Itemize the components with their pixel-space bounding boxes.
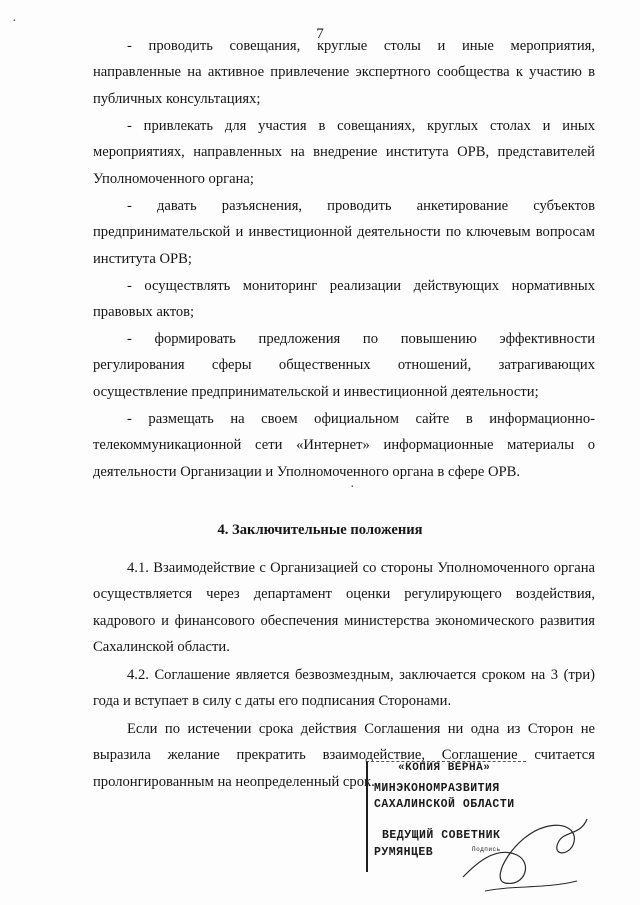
section-heading: 4. Заключительные положения — [217, 522, 423, 538]
stamp-position: ВЕДУЩИЙ СОВЕТНИК — [382, 829, 501, 842]
list-item: - формировать предложения по повышению эффективности регулирования сферы общественных отношений, затрагивающих осуществление предпринимательской и инвестиционной деятельности; — [93, 330, 595, 400]
page-number: 7 — [316, 26, 324, 42]
scan-dot: · — [12, 14, 17, 29]
stamp-signature-label: Подпись — [472, 846, 501, 853]
list-item: - проводить совещания, круглые столы и иные мероприятия, направленные на активное привлечение экспертного сообщества к участию в публичных консультациях; — [93, 37, 595, 107]
stamp-copy-true: «КОПИЯ ВЕРНА» — [398, 762, 491, 774]
clause-paragraph: 4.1. Взаимодействие с Организацией со стороны Уполномоченного органа осуществляется через департамент оценки регулирующего воздействия, кадрового и финансового обеспечения министерства экономического развития Сахалинской области. — [93, 559, 595, 656]
stamp-region: САХАЛИНСКОЙ ОБЛАСТИ — [374, 798, 515, 811]
handwritten-signature — [455, 805, 595, 900]
list-item: - давать разъяснения, проводить анкетирование субъектов предпринимательской и инвестиционной деятельности по ключевым вопросам института ОРВ; — [93, 197, 595, 267]
stamp-ministry: МИНЭКОНОМРАЗВИТИЯ — [374, 782, 500, 795]
stamp-name: РУМЯНЦЕВ — [374, 846, 434, 859]
clause-paragraph: 4.2. Соглашение является безвозмездным, заключается сроком на 3 (три) года и вступает в силу с даты его подписания Сторонами. — [93, 666, 595, 710]
list-item: - осуществлять мониторинг реализации действующих нормативных правовых актов; — [93, 277, 595, 321]
scan-dot: · — [350, 480, 355, 495]
list-item: - привлекать для участия в совещаниях, круглых столах и иных мероприятиях, направленных на внедрение института ОРВ, представителей Уполномоченного органа; — [93, 117, 595, 187]
list-item: - размещать на своем официальном сайте в информационно-телекоммуникационной сети «Интернет» информационные материалы о деятельности Организации и Уполномоченного органа в сфере ОРВ. — [93, 410, 595, 480]
clause-paragraph: Если по истечении срока действия Соглашения ни одна из Сторон не выразила желание прекратить взаимодействие, Соглашение считается пролонгированным на неопределенный срок. — [93, 720, 595, 790]
